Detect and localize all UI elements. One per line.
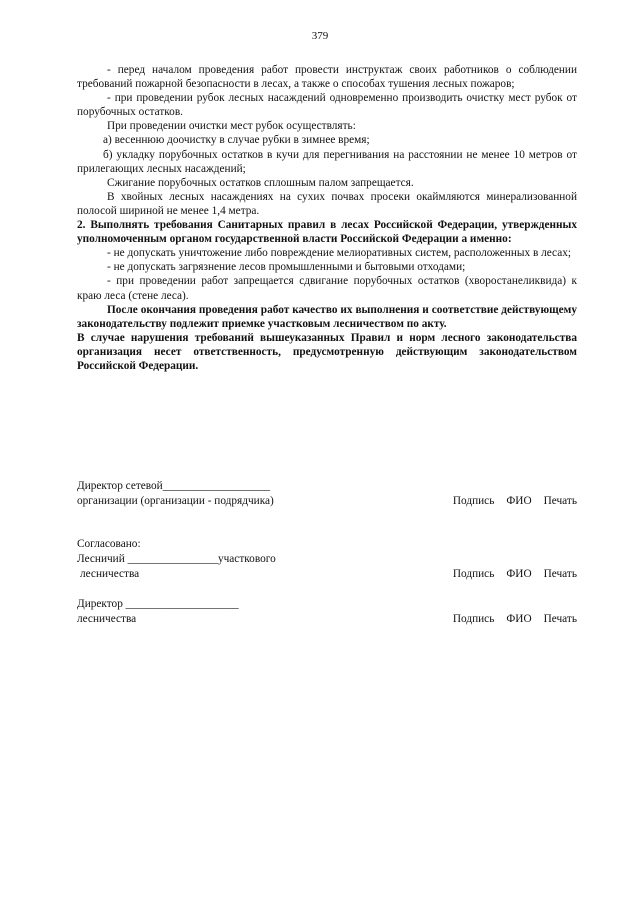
signature-label: Подпись bbox=[452, 568, 495, 580]
stamp-label: Печать bbox=[543, 613, 577, 625]
paragraph-residues: - при проведении работ запрещается сдвигание порубочных остатков (хворостанеликвида) к краю леса (стене леса). bbox=[77, 275, 577, 302]
forester-forestry: лесничества bbox=[80, 568, 140, 580]
paragraph-conifer: В хвойных лесных насаждениях на сухих почвах просеки окаймляются минерализованной полосой шириной не менее 1,4 метра. bbox=[77, 190, 577, 217]
director-title: Директор сетевой___________________ bbox=[77, 480, 271, 492]
forestry-director-title: Директор ____________________ bbox=[77, 598, 239, 610]
name-label: ФИО bbox=[506, 613, 532, 625]
paragraph-liability: В случае нарушения требований вышеуказанных Правил и норм лесного законодательства организация несет ответственность, предусмотренную действующим законодательством Российской Федерации. bbox=[77, 331, 577, 372]
paragraph-pollution: - не допускать загрязнение лесов промышленными и бытовыми отходами; bbox=[107, 261, 466, 274]
forester-signature-block bbox=[77, 537, 577, 582]
paragraph-acceptance: После окончания проведения работ качество их выполнения и соответствие действующему законодательству подлежит приемке участковым лесничеством по акту. bbox=[77, 303, 577, 330]
paragraph-briefing: - перед началом проведения работ провести инструктаж своих работников о соблюдении требований пожарной безопасности в лесах, а также о способах тушения лесных пожаров; bbox=[77, 64, 577, 91]
paragraph-cleaning-intro: При проведении очистки мест рубок осуществлять: bbox=[107, 120, 356, 133]
paragraph-burning: Сжигание порубочных остатков сплошным палом запрещается. bbox=[107, 176, 414, 189]
director-organization: организации (организации - подрядчика) bbox=[77, 495, 274, 507]
signature-label: Подпись bbox=[452, 613, 495, 625]
name-label: ФИО bbox=[506, 568, 532, 580]
signature-label: Подпись bbox=[452, 495, 495, 507]
forestry-director-forestry: лесничества bbox=[77, 613, 137, 625]
paragraph-item-a: а) весеннюю доочистку в случае рубки в зимнее время; bbox=[103, 134, 370, 147]
forestry-director-signature-block bbox=[77, 597, 577, 627]
agreed-label: Согласовано: bbox=[77, 538, 141, 550]
document-body bbox=[77, 63, 577, 373]
name-label: ФИО bbox=[506, 495, 532, 507]
stamp-label: Печать bbox=[543, 495, 577, 507]
stamp-label: Печать bbox=[543, 568, 577, 580]
director-signature-block bbox=[77, 479, 577, 509]
paragraph-sanitary-heading: 2. Выполнять требования Санитарных правил в лесах Российской Федерации, утвержденных уполномоченным органом государственной власти Российской Федерации а именно: bbox=[77, 219, 577, 246]
paragraph-melioration: - не допускать уничтожение либо повреждение мелиоративных систем, расположенных в лесах; bbox=[107, 247, 571, 260]
forester-title: Лесничий ________________участкового bbox=[77, 553, 276, 565]
paragraph-cleaning: - при проведении рубок лесных насаждений одновременно производить очистку мест рубок от порубочных остатков. bbox=[77, 92, 577, 119]
page-number: 379 bbox=[311, 30, 329, 42]
paragraph-item-b: б) укладку порубочных остатков в кучи для перегнивания на расстоянии не менее 10 метров от прилегающих лесных насаждений; bbox=[77, 148, 577, 175]
